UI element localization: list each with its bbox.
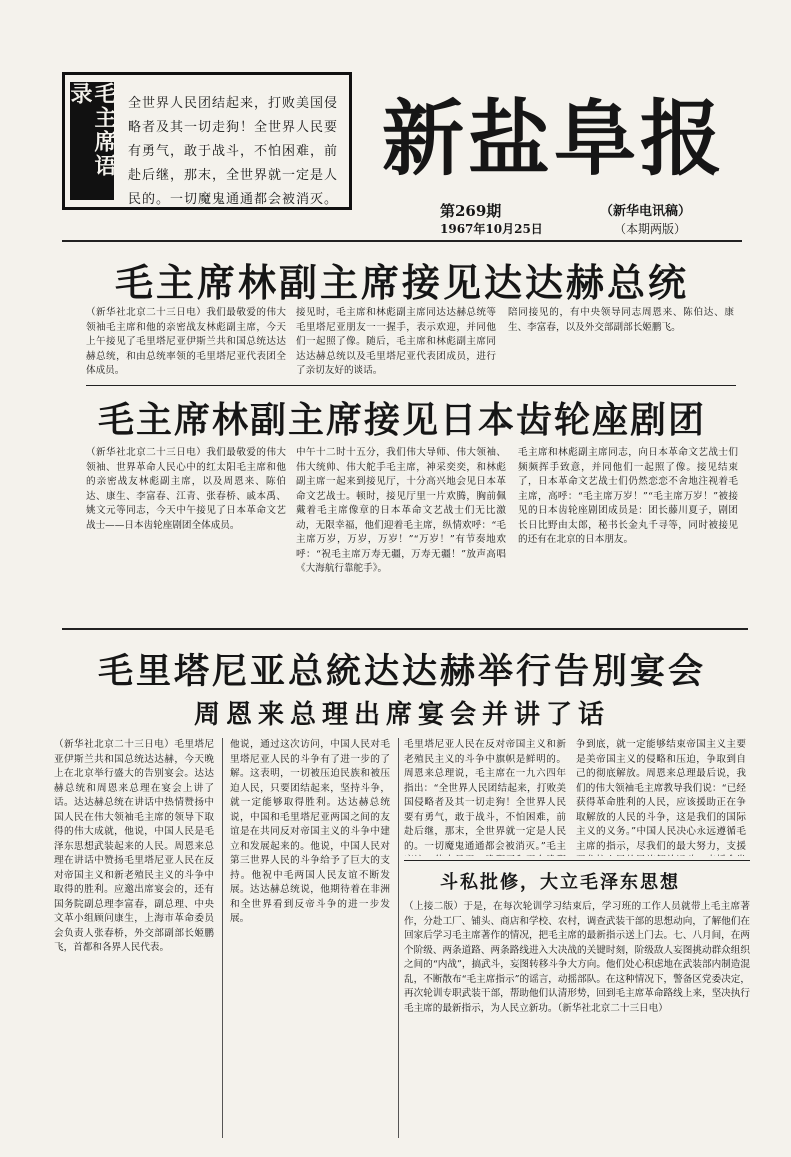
column-divider-1 <box>222 738 223 1138</box>
article3-column-4: 争到底，就一定能够结束帝国主义主要是美帝国主义的侵略和压迫，争取到自己的彻底解放。周恩来总理最后说，我们的伟大领袖毛主席教导我们说：“已经获得革命胜利的人民，应该援助正在争取解放的人民的斗争，这是我们的国际主义的义务。”中国人民决心永远遵循毛主席的指示，尽我们的最大努力，支援 <box>576 739 746 852</box>
article4-body: （上接二版）于是，在每次轮训学习结束后，学习班的工作人员就带上毛主席著作，分赴工厂、铺头、商店和学校、农村，调查武装干部的思想动向，了解他们在回家后学习毛主席著作的情况，把毛主席的最新指示送上门去。七、八月间，在两个阶级、两条道路、两条路线进入大决战的关键时刻，阶级敌人妄图挑动群众组织之间的“内战”，搞武斗，妄图转移斗争大方向。他们处心积虑地在武装部内制造混乱，不断散布“毛主席指示”的谣言，动摇部队。在这种情况下，警备区党委决定，再次轮训专职武装干部，帮助他们认清形势，回到毛主席革命路线上来，坚决执行毛主席的最新指示，为人民立新功。（新华社北京二十三日电） <box>404 901 750 1014</box>
article2-divider <box>62 628 748 630</box>
article2-column-3: 毛主席和林彪副主席同志，向日本革命文艺战士们频频挥手致意，并同他们一起照了像。接见结束了，日本革命文艺战士们仍然恋恋不舍地注视着毛主席，高呼：“毛主席万岁！”“毛主席万岁！”被接见的日本齿轮座剧团成员是：团长藤川夏子，剧团长日比野由太郎，秘书长金丸千寻等，同时被接见的还有在北京的日本朋友。 <box>518 447 738 545</box>
article3-column-1: （新华社北京二十三日电）毛里塔尼亚伊斯兰共和国总统达达赫，今天晚上在北京举行盛大的告别宴会。达达赫总统和周恩来总理在宴会上讲了话。达达赫总统在讲话中热情赞扬中国人民在伟大领袖毛主席的领导下取得的伟大成就，他说，中国人民是毛泽东思想武装起来的人民。周恩来总理在讲话中赞扬毛里塔尼亚人民在反对帝国主义和新老殖民主义的斗争中取得的胜利。应邀出席宴会的，还有国务院副总理李富春，副总理、中央文革小组顾问康生，上海市革命委员会负责人张春桥，外交部副部长姬鹏飞，首都和各界人民代表。 <box>54 739 214 953</box>
article1-column-2: 接见时，毛主席和林彪副主席同达达赫总统等毛里塔尼亚朋友一一握手，表示欢迎，并同他们一起照了像。随后，毛主席和林彪副主席同达达赫总统以及毛里塔尼亚代表团成员，进行了亲切友好的谈话。 <box>296 307 496 376</box>
article1-headline: 毛主席林副主席接见达达赫总统 <box>114 261 689 305</box>
article4-headline: 斗私批修，大立毛泽东思想 <box>440 872 680 893</box>
article1-column-3: 陪同接见的，有中央领导同志周恩来、陈伯达、康生、李富春，以及外交部副部长姬鹏飞。 <box>508 307 734 333</box>
article1-column-1: （新华社北京二十三日电）我们最敬爱的伟大领袖毛主席和他的亲密战友林彪副主席，今天上午接见了毛里塔尼亚伊斯兰共和国总统达达赫总统，和由总统率领的毛里塔尼亚代表团全体成员。 <box>86 307 286 376</box>
article2-headline: 毛主席林副主席接见日本齿轮座剧团 <box>97 400 706 441</box>
article1-divider <box>86 385 736 386</box>
article3-column-3: 毛里塔尼亚人民在反对帝国主义和新老殖民主义的斗争中旗帜是鲜明的。周恩来总理说，毛主席在一九六四年指出：“全世界人民团结起来，打败美国侵略者及其一切走狗！全世界人民要有勇气，敢于战斗，不怕困难，前赴后继，那末，全世界就一定是人民的。一切魔鬼通通都会被消灭。”毛主 <box>404 739 566 852</box>
issue-date: 1967年10月25日 <box>440 222 543 236</box>
newspaper-title: 新盐阜报 <box>382 92 727 187</box>
masthead-divider <box>62 240 742 242</box>
source-tag: （新华电讯稿） <box>600 204 692 219</box>
article3-column-2: 他说，通过这次访问，中国人民对毛里塔尼亚人民的斗争有了进一步的了解。这表明，一切被压迫民族和被压迫人民，只要团结起来，坚持斗争，就一定能够取得胜利。达达赫总统说，中国和毛里塔尼亚两国之间的友谊是在共同反对帝国主义的斗争中建立和发展起来的。他说，中国人民对第三世界人民的斗争给予了巨大的支持。他祝中毛两国人民友谊不断发展。达达赫总统说，他期待着在非洲和全世界看到反帝斗争的进一步发展。 <box>230 739 390 924</box>
article3-subheadline: 周恩来总理出席宴会并讲了话 <box>193 700 610 730</box>
quotation-text: 全世界人民团结起来，打败美国侵略者及其一切走狗！全世界人民要有勇气，敢于战斗，不怕困难，前赴后继，那末，全世界就一定是人民的。一切魔鬼通通都会被消灭。 <box>128 96 339 207</box>
page-count: （本期两版） <box>614 222 687 236</box>
article3-headline: 毛里塔尼亚总統达达赫举行告別宴会 <box>97 652 706 692</box>
quotation-label: 毛主席语录 <box>70 82 114 200</box>
column-divider-2 <box>398 738 399 1138</box>
article2-column-1: （新华社北京二十三日电）我们最敬爱的伟大领袖、世界革命人民心中的红太阳毛主席和他的亲密战友林彪副主席，以及周恩来、陈伯达、康生、李富春、江青、张春桥、戚本禹、姚文元等同志，今天中午接见了日本革命文艺战士——日本齿轮座剧团全体成员。 <box>86 447 286 531</box>
article4-divider <box>404 860 750 861</box>
issue-number: 第269期 <box>440 202 502 220</box>
article2-column-2: 中午十二时十五分，我们伟大导师、伟大领袖、伟大统帅、伟大舵手毛主席，神采奕奕，和林彪副主席一起来到接见厅，十分高兴地会见日本革命文艺战士。顿时，接见厅里一片欢腾，胸前佩戴着毛主席像章的日本革命文艺战士们无比激动，无限幸福，他们迎着毛主席，纵情欢呼：“毛主席万岁，万岁，万岁！”“万岁！”有节奏地欢呼：“祝毛主席万寿无疆，万寿无疆！”放声高唱《大海航行靠舵手》。 <box>296 447 506 574</box>
